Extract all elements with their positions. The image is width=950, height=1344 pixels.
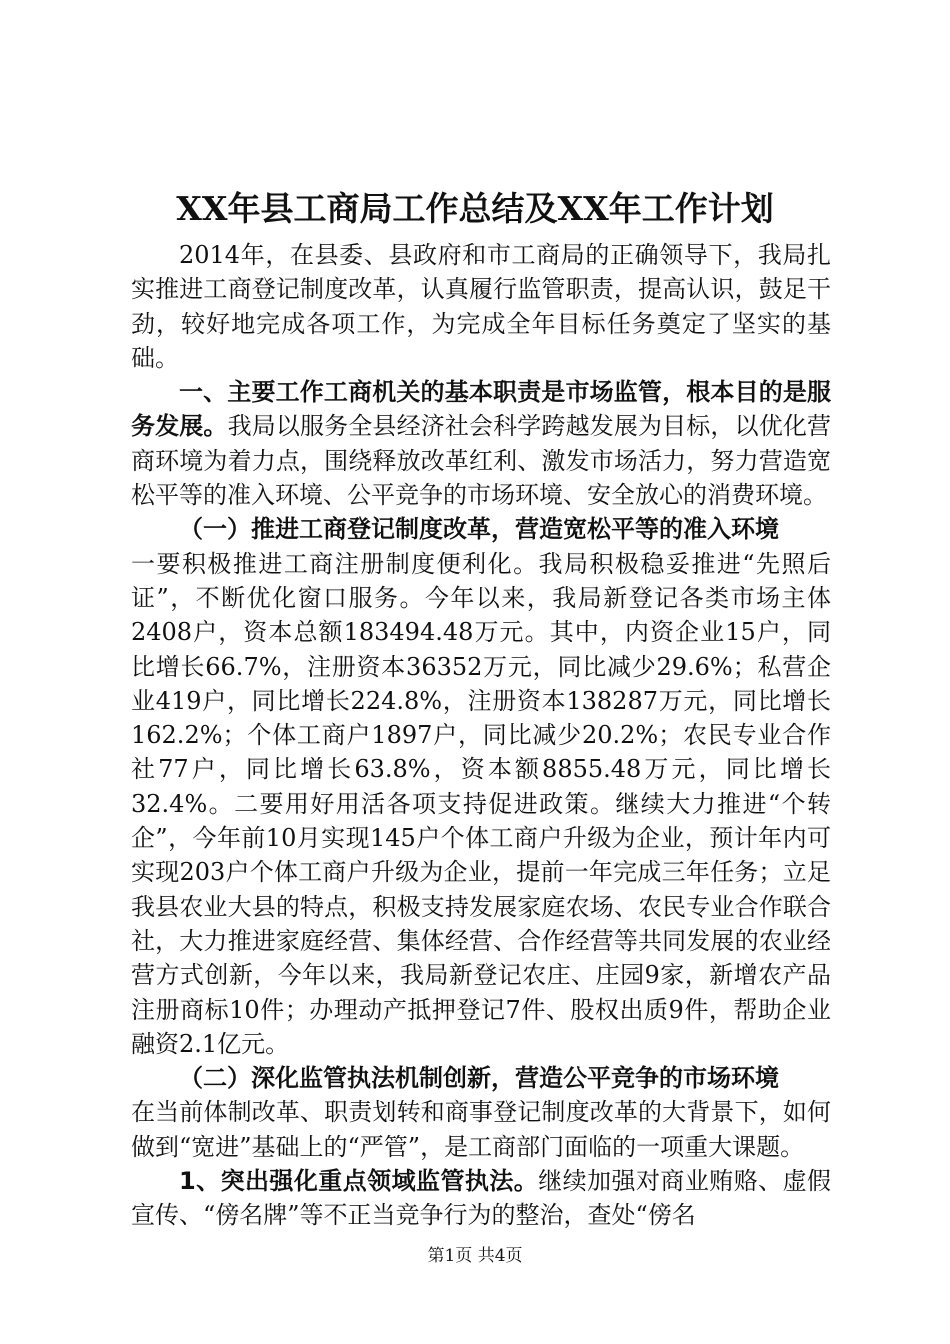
subsection-2-heading: （二）深化监管执法机制创新，营造公平竞争的市场环境 bbox=[179, 1064, 779, 1093]
subsection-1-paragraph bbox=[131, 547, 831, 1061]
item-1-text: 继续加强对商业贿赂、虚假宣传、“傍名牌”等不正当竞争行为的整治，查处“傍名 bbox=[131, 1167, 831, 1230]
subsection-1-heading-line bbox=[131, 512, 831, 546]
subsection-2-heading-line bbox=[131, 1061, 831, 1095]
document-body bbox=[131, 238, 831, 1233]
item-1-heading: 1、突出强化重点领域监管执法。 bbox=[179, 1167, 539, 1196]
intro-text: 2014年，在县委、县政府和市工商局的正确领导下，我局扎实推进工商登记制度改革，认真履行监管职责，提高认识，鼓足干劲，较好地完成各项工作，为完成全年目标任务奠定了坚实的基础。 bbox=[131, 241, 831, 372]
subsection-1-heading: （一）推进工商登记制度改革，营造宽松平等的准入环境 bbox=[179, 515, 779, 544]
page-footer: 第1页 共4页 bbox=[427, 1246, 523, 1266]
section-1-heading: 一、主要工作工商机关的基本职责是市场监管，根本目的是服务发展。 bbox=[131, 378, 831, 441]
section-1-paragraph bbox=[131, 375, 831, 512]
section-1-text: 我局以服务全县经济社会科学跨越发展为目标，以优化营商环境为着力点，围绕释放改革红利、激发市场活力，努力营造宽松平等的准入环境、公平竞争的市场环境、安全放心的消费环境。 bbox=[131, 412, 832, 510]
subsection-2-paragraph bbox=[131, 1095, 831, 1164]
document-title: XX年县工商局工作总结及XX年工作计划 bbox=[176, 189, 774, 228]
subsection-1-text: 一要积极推进工商注册制度便利化。我局积极稳妥推进“先照后证”，不断优化窗口服务。今年以来，我局新登记各类市场主体2408户，资本总额183494.48万元。其中，内资企业15户，同比增长66.7%，注册资本36352万元，同比减少29.6%；私营企业419户，同比增长224.8%，注册资本138287万元，同比增长162.2%；个体工商户1897户，同比减少20.2%；农民专业合作社77户，同比增长63.8%，资本额8855.48万元，同比增长32.4%。二要用好用活各项支持促进政策。继续大力推进“个转企”，今年前10月实现145户个体工商户升级为企业，预计年内可实现203户个体工商户升级为企业，提前一年完成三年任务；立足我县农业大县的特点，积极支持发展家庭农场、农民专业合作联合社，大力推进家庭经营、集体经营、合作经营等共同发展的农业经营方式创新，今年以来，我局新登记农庄、庄园9家，新增农产品注册商标10件；办理动产抵押登记7件、股权出质9件，帮助企业融资2.1亿元。 bbox=[131, 549, 831, 1058]
intro-paragraph bbox=[131, 238, 831, 375]
subsection-2-text: 在当前体制改革、职责划转和商事登记制度改革的大背景下，如何做到“宽进”基础上的“严管”，是工商部门面临的一项重大课题。 bbox=[131, 1098, 831, 1161]
item-1-paragraph bbox=[131, 1164, 831, 1233]
